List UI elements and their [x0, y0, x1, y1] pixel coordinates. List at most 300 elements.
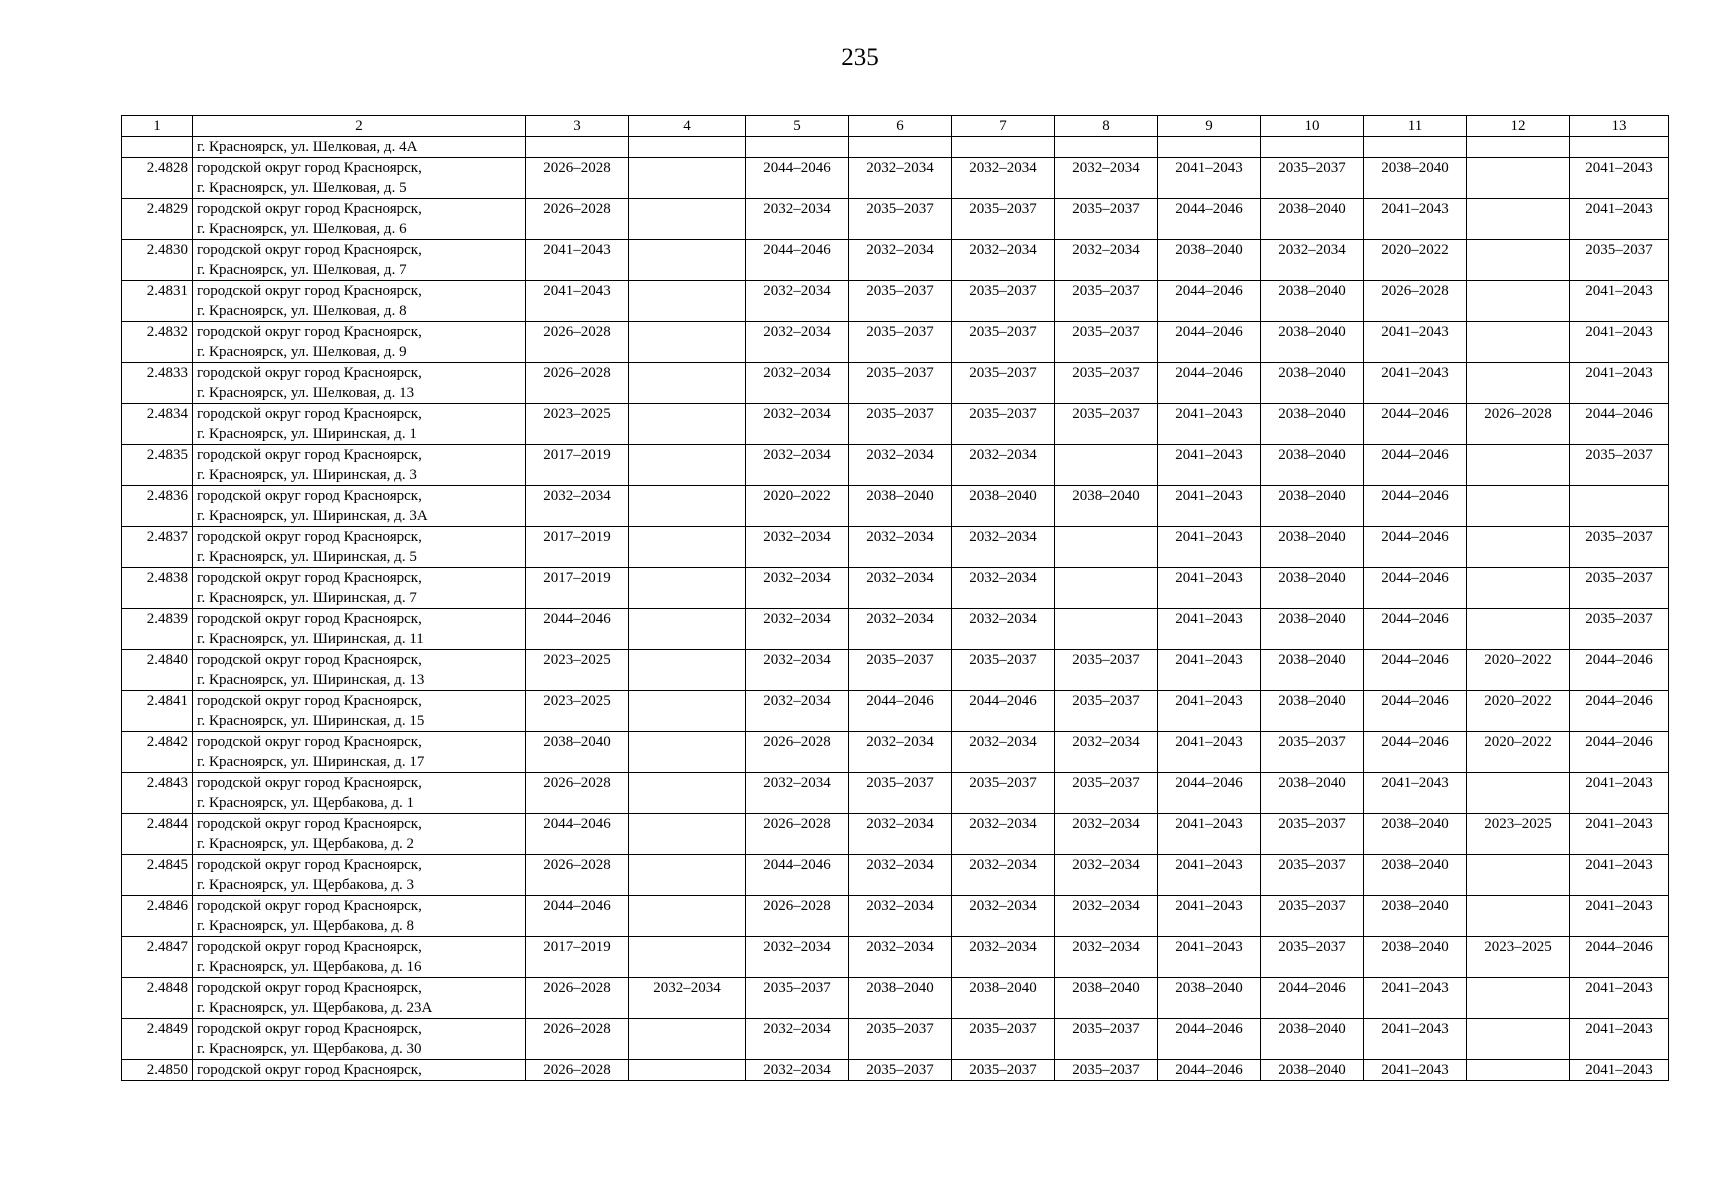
period-cell: 2032–2034 [1055, 937, 1158, 978]
table-row [122, 240, 1669, 281]
period-cell: 2035–2037 [849, 404, 952, 445]
period-cell: 2035–2037 [849, 773, 952, 814]
address-cell [193, 937, 526, 978]
period-cell: 2026–2028 [526, 199, 629, 240]
period-cell: 2044–2046 [952, 691, 1055, 732]
period-cell: 2044–2046 [746, 240, 849, 281]
period-cell [629, 486, 746, 527]
column-number-cell: 11 [1364, 116, 1467, 137]
address-cell [193, 773, 526, 814]
period-cell: 2020–2022 [1467, 691, 1570, 732]
period-cell: 2032–2034 [746, 445, 849, 486]
period-cell [629, 814, 746, 855]
address-line: г. Красноярск, ул. Шелковая, д. 9 [197, 344, 407, 360]
table-row [122, 1019, 1669, 1060]
period-cell: 2044–2046 [746, 158, 849, 199]
period-cell: 2035–2037 [849, 1060, 952, 1081]
address-line: г. Красноярск, ул. Шелковая, д. 8 [197, 303, 407, 319]
period-cell: 2035–2037 [849, 199, 952, 240]
period-cell [1467, 240, 1570, 281]
row-number-cell: 2.4845 [122, 855, 193, 896]
period-cell: 2032–2034 [952, 814, 1055, 855]
schedule-table-wrap [121, 115, 1669, 1081]
period-cell: 2026–2028 [526, 158, 629, 199]
period-cell: 2044–2046 [526, 896, 629, 937]
period-cell: 2026–2028 [526, 322, 629, 363]
row-number-cell: 2.4829 [122, 199, 193, 240]
period-cell [629, 1019, 746, 1060]
address-line: городской округ город Красноярск, [197, 652, 422, 668]
period-cell: 2032–2034 [1055, 158, 1158, 199]
address-line: городской округ город Красноярск, [197, 898, 422, 914]
row-number-cell: 2.4835 [122, 445, 193, 486]
address-line: городской округ город Красноярск, [197, 488, 422, 504]
period-cell [629, 937, 746, 978]
period-cell: 2044–2046 [1158, 199, 1261, 240]
address-cell [193, 732, 526, 773]
period-cell: 2038–2040 [1261, 486, 1364, 527]
address-line: г. Красноярск, ул. Шелковая, д. 6 [197, 221, 407, 237]
address-cell [193, 568, 526, 609]
period-cell [629, 855, 746, 896]
period-cell: 2032–2034 [746, 322, 849, 363]
period-cell: 2044–2046 [1570, 691, 1669, 732]
address-line: городской округ город Красноярск, [197, 857, 422, 873]
period-cell: 2044–2046 [746, 855, 849, 896]
period-cell: 2035–2037 [952, 1060, 1055, 1081]
period-cell: 2032–2034 [849, 937, 952, 978]
period-cell: 2038–2040 [1364, 158, 1467, 199]
column-number-cell: 12 [1467, 116, 1570, 137]
page-number: 235 [841, 44, 879, 71]
period-cell: 2032–2034 [849, 445, 952, 486]
row-number-cell: 2.4840 [122, 650, 193, 691]
period-cell [1467, 158, 1570, 199]
period-cell: 2038–2040 [1055, 978, 1158, 1019]
period-cell: 2020–2022 [1364, 240, 1467, 281]
address-line: г. Красноярск, ул. Ширинская, д. 5 [197, 549, 417, 565]
period-cell: 2026–2028 [1467, 404, 1570, 445]
period-cell: 2035–2037 [1570, 609, 1669, 650]
period-cell: 2044–2046 [1158, 773, 1261, 814]
period-cell: 2038–2040 [1261, 445, 1364, 486]
period-cell [1467, 445, 1570, 486]
period-cell [1467, 1019, 1570, 1060]
period-cell: 2038–2040 [1261, 363, 1364, 404]
period-cell [1570, 137, 1669, 158]
address-line: г. Красноярск, ул. Щербакова, д. 23А [197, 1000, 433, 1016]
address-line: городской округ город Красноярск, [197, 816, 422, 832]
table-row [122, 363, 1669, 404]
period-cell [1467, 486, 1570, 527]
period-cell: 2032–2034 [952, 240, 1055, 281]
period-cell: 2035–2037 [1261, 855, 1364, 896]
period-cell: 2035–2037 [1261, 814, 1364, 855]
period-cell: 2041–2043 [1158, 445, 1261, 486]
period-cell: 2038–2040 [1055, 486, 1158, 527]
period-cell: 2041–2043 [1158, 158, 1261, 199]
period-cell [629, 322, 746, 363]
period-cell: 2041–2043 [1158, 609, 1261, 650]
column-number-cell: 4 [629, 116, 746, 137]
address-cell [193, 1060, 526, 1081]
column-number-cell: 10 [1261, 116, 1364, 137]
period-cell [629, 281, 746, 322]
period-cell: 2026–2028 [746, 732, 849, 773]
table-row [122, 773, 1669, 814]
period-cell: 2041–2043 [526, 240, 629, 281]
period-cell [1570, 486, 1669, 527]
period-cell [629, 404, 746, 445]
period-cell: 2020–2022 [746, 486, 849, 527]
period-cell: 2044–2046 [1364, 609, 1467, 650]
address-cell [193, 896, 526, 937]
period-cell: 2041–2043 [1570, 896, 1669, 937]
period-cell: 2041–2043 [1364, 1060, 1467, 1081]
column-number-cell: 8 [1055, 116, 1158, 137]
period-cell [629, 137, 746, 158]
period-cell: 2035–2037 [849, 650, 952, 691]
period-cell: 2041–2043 [1364, 773, 1467, 814]
period-cell: 2041–2043 [1158, 486, 1261, 527]
period-cell: 2026–2028 [746, 896, 849, 937]
period-cell: 2032–2034 [746, 281, 849, 322]
column-number-cell: 1 [122, 116, 193, 137]
address-line: г. Красноярск, ул. Шелковая, д. 13 [197, 385, 415, 401]
period-cell [1467, 322, 1570, 363]
table-row [122, 1060, 1669, 1081]
period-cell: 2044–2046 [1364, 404, 1467, 445]
address-line: г. Красноярск, ул. Ширинская, д. 11 [197, 631, 424, 647]
period-cell: 2044–2046 [849, 691, 952, 732]
period-cell: 2044–2046 [1570, 732, 1669, 773]
period-cell: 2038–2040 [1364, 814, 1467, 855]
address-line: городской округ город Красноярск, [197, 939, 422, 955]
period-cell: 2041–2043 [1570, 363, 1669, 404]
address-line: городской округ город Красноярск, [197, 324, 422, 340]
table-row [122, 281, 1669, 322]
period-cell [629, 445, 746, 486]
period-cell: 2041–2043 [1570, 1019, 1669, 1060]
period-cell: 2032–2034 [746, 609, 849, 650]
row-number-cell: 2.4849 [122, 1019, 193, 1060]
period-cell [849, 137, 952, 158]
period-cell: 2035–2037 [1055, 773, 1158, 814]
period-cell: 2041–2043 [1570, 773, 1669, 814]
address-cell [193, 486, 526, 527]
period-cell: 2035–2037 [1055, 1019, 1158, 1060]
period-cell: 2023–2025 [526, 404, 629, 445]
period-cell [629, 650, 746, 691]
table-row [122, 937, 1669, 978]
row-number-cell: 2.4828 [122, 158, 193, 199]
column-number-cell: 2 [193, 116, 526, 137]
period-cell: 2032–2034 [746, 199, 849, 240]
address-line: городской округ город Красноярск, [197, 734, 422, 750]
address-line: городской округ город Красноярск, [197, 1021, 422, 1037]
period-cell: 2041–2043 [1570, 855, 1669, 896]
period-cell: 2038–2040 [952, 978, 1055, 1019]
period-cell: 2032–2034 [1055, 814, 1158, 855]
period-cell [629, 240, 746, 281]
period-cell [1467, 568, 1570, 609]
period-cell: 2035–2037 [1055, 650, 1158, 691]
address-line: городской округ город Красноярск, [197, 201, 422, 217]
period-cell: 2035–2037 [1570, 527, 1669, 568]
address-line: г. Красноярск, ул. Щербакова, д. 2 [197, 836, 414, 852]
period-cell: 2038–2040 [1261, 1060, 1364, 1081]
period-cell: 2035–2037 [952, 773, 1055, 814]
address-cell [193, 609, 526, 650]
address-cell [193, 199, 526, 240]
period-cell: 2038–2040 [952, 486, 1055, 527]
address-line: г. Красноярск, ул. Ширинская, д. 1 [197, 426, 417, 442]
period-cell [1467, 609, 1570, 650]
period-cell: 2035–2037 [1261, 896, 1364, 937]
column-number-row [122, 116, 1669, 137]
address-cell [193, 404, 526, 445]
period-cell [629, 527, 746, 568]
row-number-cell: 2.4834 [122, 404, 193, 445]
period-cell: 2041–2043 [1158, 896, 1261, 937]
column-number-cell: 5 [746, 116, 849, 137]
period-cell: 2032–2034 [952, 937, 1055, 978]
period-cell: 2032–2034 [1055, 732, 1158, 773]
period-cell: 2038–2040 [1158, 978, 1261, 1019]
table-row [122, 691, 1669, 732]
address-line: городской округ город Красноярск, [197, 447, 422, 463]
table-row [122, 322, 1669, 363]
row-number-cell: 2.4843 [122, 773, 193, 814]
table-row [122, 137, 1669, 158]
period-cell: 2032–2034 [1261, 240, 1364, 281]
row-number-cell: 2.4848 [122, 978, 193, 1019]
address-cell [193, 1019, 526, 1060]
period-cell: 2032–2034 [849, 896, 952, 937]
period-cell: 2044–2046 [1364, 732, 1467, 773]
address-line: городской округ город Красноярск, [197, 693, 422, 709]
period-cell: 2041–2043 [1158, 568, 1261, 609]
period-cell: 2035–2037 [1570, 445, 1669, 486]
column-number-cell: 3 [526, 116, 629, 137]
period-cell: 2035–2037 [952, 1019, 1055, 1060]
period-cell [629, 158, 746, 199]
address-line: г. Красноярск, ул. Ширинская, д. 17 [197, 754, 425, 770]
address-line: городской округ город Красноярск, [197, 1062, 422, 1078]
period-cell [1055, 609, 1158, 650]
period-cell: 2032–2034 [952, 568, 1055, 609]
address-line: городской округ город Красноярск, [197, 570, 422, 586]
period-cell: 2041–2043 [1158, 937, 1261, 978]
period-cell [1055, 137, 1158, 158]
period-cell: 2035–2037 [1055, 691, 1158, 732]
column-number-cell: 7 [952, 116, 1055, 137]
address-cell [193, 281, 526, 322]
address-cell [193, 445, 526, 486]
address-line: г. Красноярск, ул. Ширинская, д. 3 [197, 467, 417, 483]
period-cell: 2044–2046 [526, 609, 629, 650]
period-cell: 2044–2046 [1364, 650, 1467, 691]
period-cell: 2032–2034 [849, 240, 952, 281]
period-cell: 2035–2037 [746, 978, 849, 1019]
period-cell: 2032–2034 [746, 404, 849, 445]
period-cell [1158, 137, 1261, 158]
address-line: г. Красноярск, ул. Ширинская, д. 13 [197, 672, 425, 688]
period-cell: 2041–2043 [1570, 322, 1669, 363]
period-cell [629, 568, 746, 609]
period-cell: 2032–2034 [746, 650, 849, 691]
period-cell: 2041–2043 [1570, 281, 1669, 322]
period-cell: 2032–2034 [849, 527, 952, 568]
period-cell [1467, 527, 1570, 568]
period-cell: 2032–2034 [746, 527, 849, 568]
period-cell: 2017–2019 [526, 445, 629, 486]
period-cell [746, 137, 849, 158]
period-cell: 2038–2040 [1364, 937, 1467, 978]
period-cell: 2044–2046 [1364, 568, 1467, 609]
period-cell [1261, 137, 1364, 158]
period-cell: 2038–2040 [1261, 773, 1364, 814]
period-cell: 2038–2040 [1261, 568, 1364, 609]
period-cell: 2032–2034 [952, 158, 1055, 199]
period-cell: 2035–2037 [952, 281, 1055, 322]
period-cell: 2038–2040 [526, 732, 629, 773]
period-cell: 2017–2019 [526, 568, 629, 609]
period-cell: 2035–2037 [952, 650, 1055, 691]
period-cell: 2044–2046 [526, 814, 629, 855]
address-line: г. Красноярск, ул. Ширинская, д. 7 [197, 590, 417, 606]
period-cell: 2032–2034 [746, 1019, 849, 1060]
row-number-cell: 2.4838 [122, 568, 193, 609]
row-number-cell: 2.4846 [122, 896, 193, 937]
period-cell: 2041–2043 [1364, 978, 1467, 1019]
period-cell: 2038–2040 [849, 978, 952, 1019]
period-cell: 2035–2037 [1261, 937, 1364, 978]
period-cell [1055, 527, 1158, 568]
period-cell: 2032–2034 [952, 732, 1055, 773]
period-cell: 2044–2046 [1158, 322, 1261, 363]
period-cell: 2026–2028 [526, 978, 629, 1019]
address-line: г. Красноярск, ул. Ширинская, д. 15 [197, 713, 425, 729]
period-cell: 2044–2046 [1158, 1019, 1261, 1060]
period-cell: 2038–2040 [849, 486, 952, 527]
period-cell: 2026–2028 [526, 1019, 629, 1060]
period-cell: 2032–2034 [629, 978, 746, 1019]
period-cell [1467, 1060, 1570, 1081]
period-cell [1467, 199, 1570, 240]
address-line: городской округ город Красноярск, [197, 283, 422, 299]
period-cell [1467, 363, 1570, 404]
table-row [122, 609, 1669, 650]
period-cell: 2035–2037 [1055, 404, 1158, 445]
period-cell: 2041–2043 [1158, 814, 1261, 855]
row-number-cell: 2.4836 [122, 486, 193, 527]
period-cell: 2032–2034 [1055, 855, 1158, 896]
period-cell [629, 896, 746, 937]
address-line: городской округ город Красноярск, [197, 611, 422, 627]
period-cell: 2038–2040 [1261, 281, 1364, 322]
address-line: г. Красноярск, ул. Ширинская, д. 3А [197, 508, 428, 524]
period-cell: 2035–2037 [849, 281, 952, 322]
period-cell: 2038–2040 [1261, 199, 1364, 240]
address-line: городской округ город Красноярск, [197, 365, 422, 381]
row-number-cell [122, 137, 193, 158]
period-cell: 2032–2034 [849, 568, 952, 609]
period-cell [526, 137, 629, 158]
period-cell: 2035–2037 [1570, 240, 1669, 281]
period-cell [1467, 896, 1570, 937]
period-cell [629, 363, 746, 404]
period-cell: 2035–2037 [952, 404, 1055, 445]
period-cell: 2041–2043 [1570, 978, 1669, 1019]
period-cell: 2032–2034 [952, 527, 1055, 568]
period-cell [629, 1060, 746, 1081]
table-row [122, 896, 1669, 937]
address-line: г. Красноярск, ул. Щербакова, д. 30 [197, 1041, 422, 1057]
table-row [122, 650, 1669, 691]
table-row [122, 445, 1669, 486]
row-number-cell: 2.4842 [122, 732, 193, 773]
period-cell: 2035–2037 [849, 363, 952, 404]
period-cell: 2017–2019 [526, 527, 629, 568]
period-cell: 2020–2022 [1467, 732, 1570, 773]
period-cell: 2038–2040 [1261, 1019, 1364, 1060]
period-cell: 2032–2034 [849, 158, 952, 199]
row-number-cell: 2.4850 [122, 1060, 193, 1081]
period-cell: 2041–2043 [1364, 1019, 1467, 1060]
period-cell: 2023–2025 [1467, 814, 1570, 855]
period-cell: 2026–2028 [526, 1060, 629, 1081]
period-cell: 2041–2043 [1570, 158, 1669, 199]
table-row [122, 158, 1669, 199]
period-cell: 2032–2034 [746, 773, 849, 814]
table-row [122, 199, 1669, 240]
period-cell: 2041–2043 [1158, 855, 1261, 896]
address-line: г. Красноярск, ул. Щербакова, д. 1 [197, 795, 414, 811]
row-number-cell: 2.4831 [122, 281, 193, 322]
period-cell: 2035–2037 [952, 363, 1055, 404]
period-cell: 2032–2034 [746, 568, 849, 609]
period-cell [1055, 568, 1158, 609]
address-line: г. Красноярск, ул. Щербакова, д. 16 [197, 959, 422, 975]
address-cell [193, 240, 526, 281]
address-cell [193, 650, 526, 691]
address-line: городской округ город Красноярск, [197, 775, 422, 791]
period-cell: 2032–2034 [952, 445, 1055, 486]
row-number-cell: 2.4837 [122, 527, 193, 568]
period-cell: 2017–2019 [526, 937, 629, 978]
period-cell: 2032–2034 [952, 855, 1055, 896]
address-cell [193, 137, 526, 158]
period-cell: 2032–2034 [849, 855, 952, 896]
period-cell: 2035–2037 [1055, 199, 1158, 240]
period-cell: 2041–2043 [1158, 404, 1261, 445]
period-cell: 2035–2037 [952, 322, 1055, 363]
period-cell: 2026–2028 [526, 773, 629, 814]
row-number-cell: 2.4844 [122, 814, 193, 855]
period-cell: 2032–2034 [849, 814, 952, 855]
period-cell [629, 732, 746, 773]
address-line: городской округ город Красноярск, [197, 242, 422, 258]
period-cell: 2041–2043 [1570, 814, 1669, 855]
row-number-cell: 2.4841 [122, 691, 193, 732]
period-cell: 2032–2034 [952, 896, 1055, 937]
period-cell [1467, 281, 1570, 322]
period-cell: 2041–2043 [1364, 363, 1467, 404]
period-cell: 2035–2037 [1261, 732, 1364, 773]
period-cell: 2044–2046 [1570, 937, 1669, 978]
schedule-table [121, 115, 1669, 1081]
